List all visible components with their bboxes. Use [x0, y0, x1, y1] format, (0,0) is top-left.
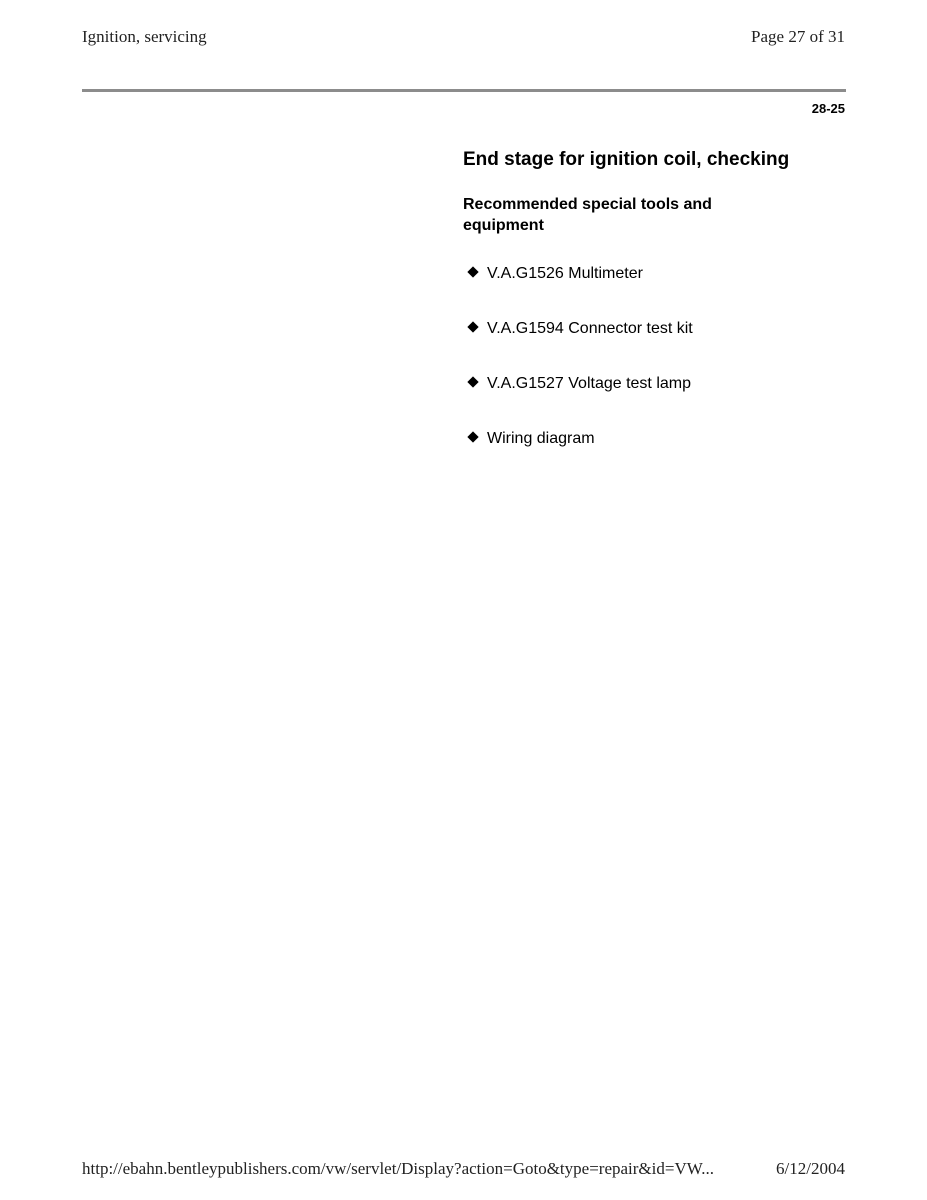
tool-label: V.A.G1594 Connector test kit — [487, 320, 693, 337]
tools-subtitle: Recommended special tools and equipment — [463, 196, 712, 234]
tool-list — [463, 264, 853, 449]
tool-label: V.A.G1526 Multimeter — [487, 265, 643, 282]
footer-date: 6/12/2004 — [776, 1159, 845, 1178]
diamond-bullet-icon — [467, 376, 478, 387]
header-page-indicator: Page 27 of 31 — [751, 27, 845, 46]
header-divider — [82, 89, 846, 92]
tool-label: V.A.G1527 Voltage test lamp — [487, 375, 691, 392]
header-section-title: Ignition, servicing — [82, 27, 207, 46]
main-content — [463, 147, 853, 484]
list-item — [463, 319, 853, 339]
list-item — [463, 374, 853, 394]
tool-label: Wiring diagram — [487, 430, 595, 447]
footer-url: http://ebahn.bentleypublishers.com/vw/servlet/Display?action=Goto&type=repair&id=VW... — [82, 1159, 714, 1178]
diamond-bullet-icon — [467, 321, 478, 332]
page-title: End stage for ignition coil, checking — [463, 149, 790, 170]
diamond-bullet-icon — [467, 431, 478, 442]
list-item — [463, 264, 853, 284]
page-code: 28-25 — [811, 101, 845, 116]
diamond-bullet-icon — [467, 266, 478, 277]
list-item — [463, 429, 853, 449]
